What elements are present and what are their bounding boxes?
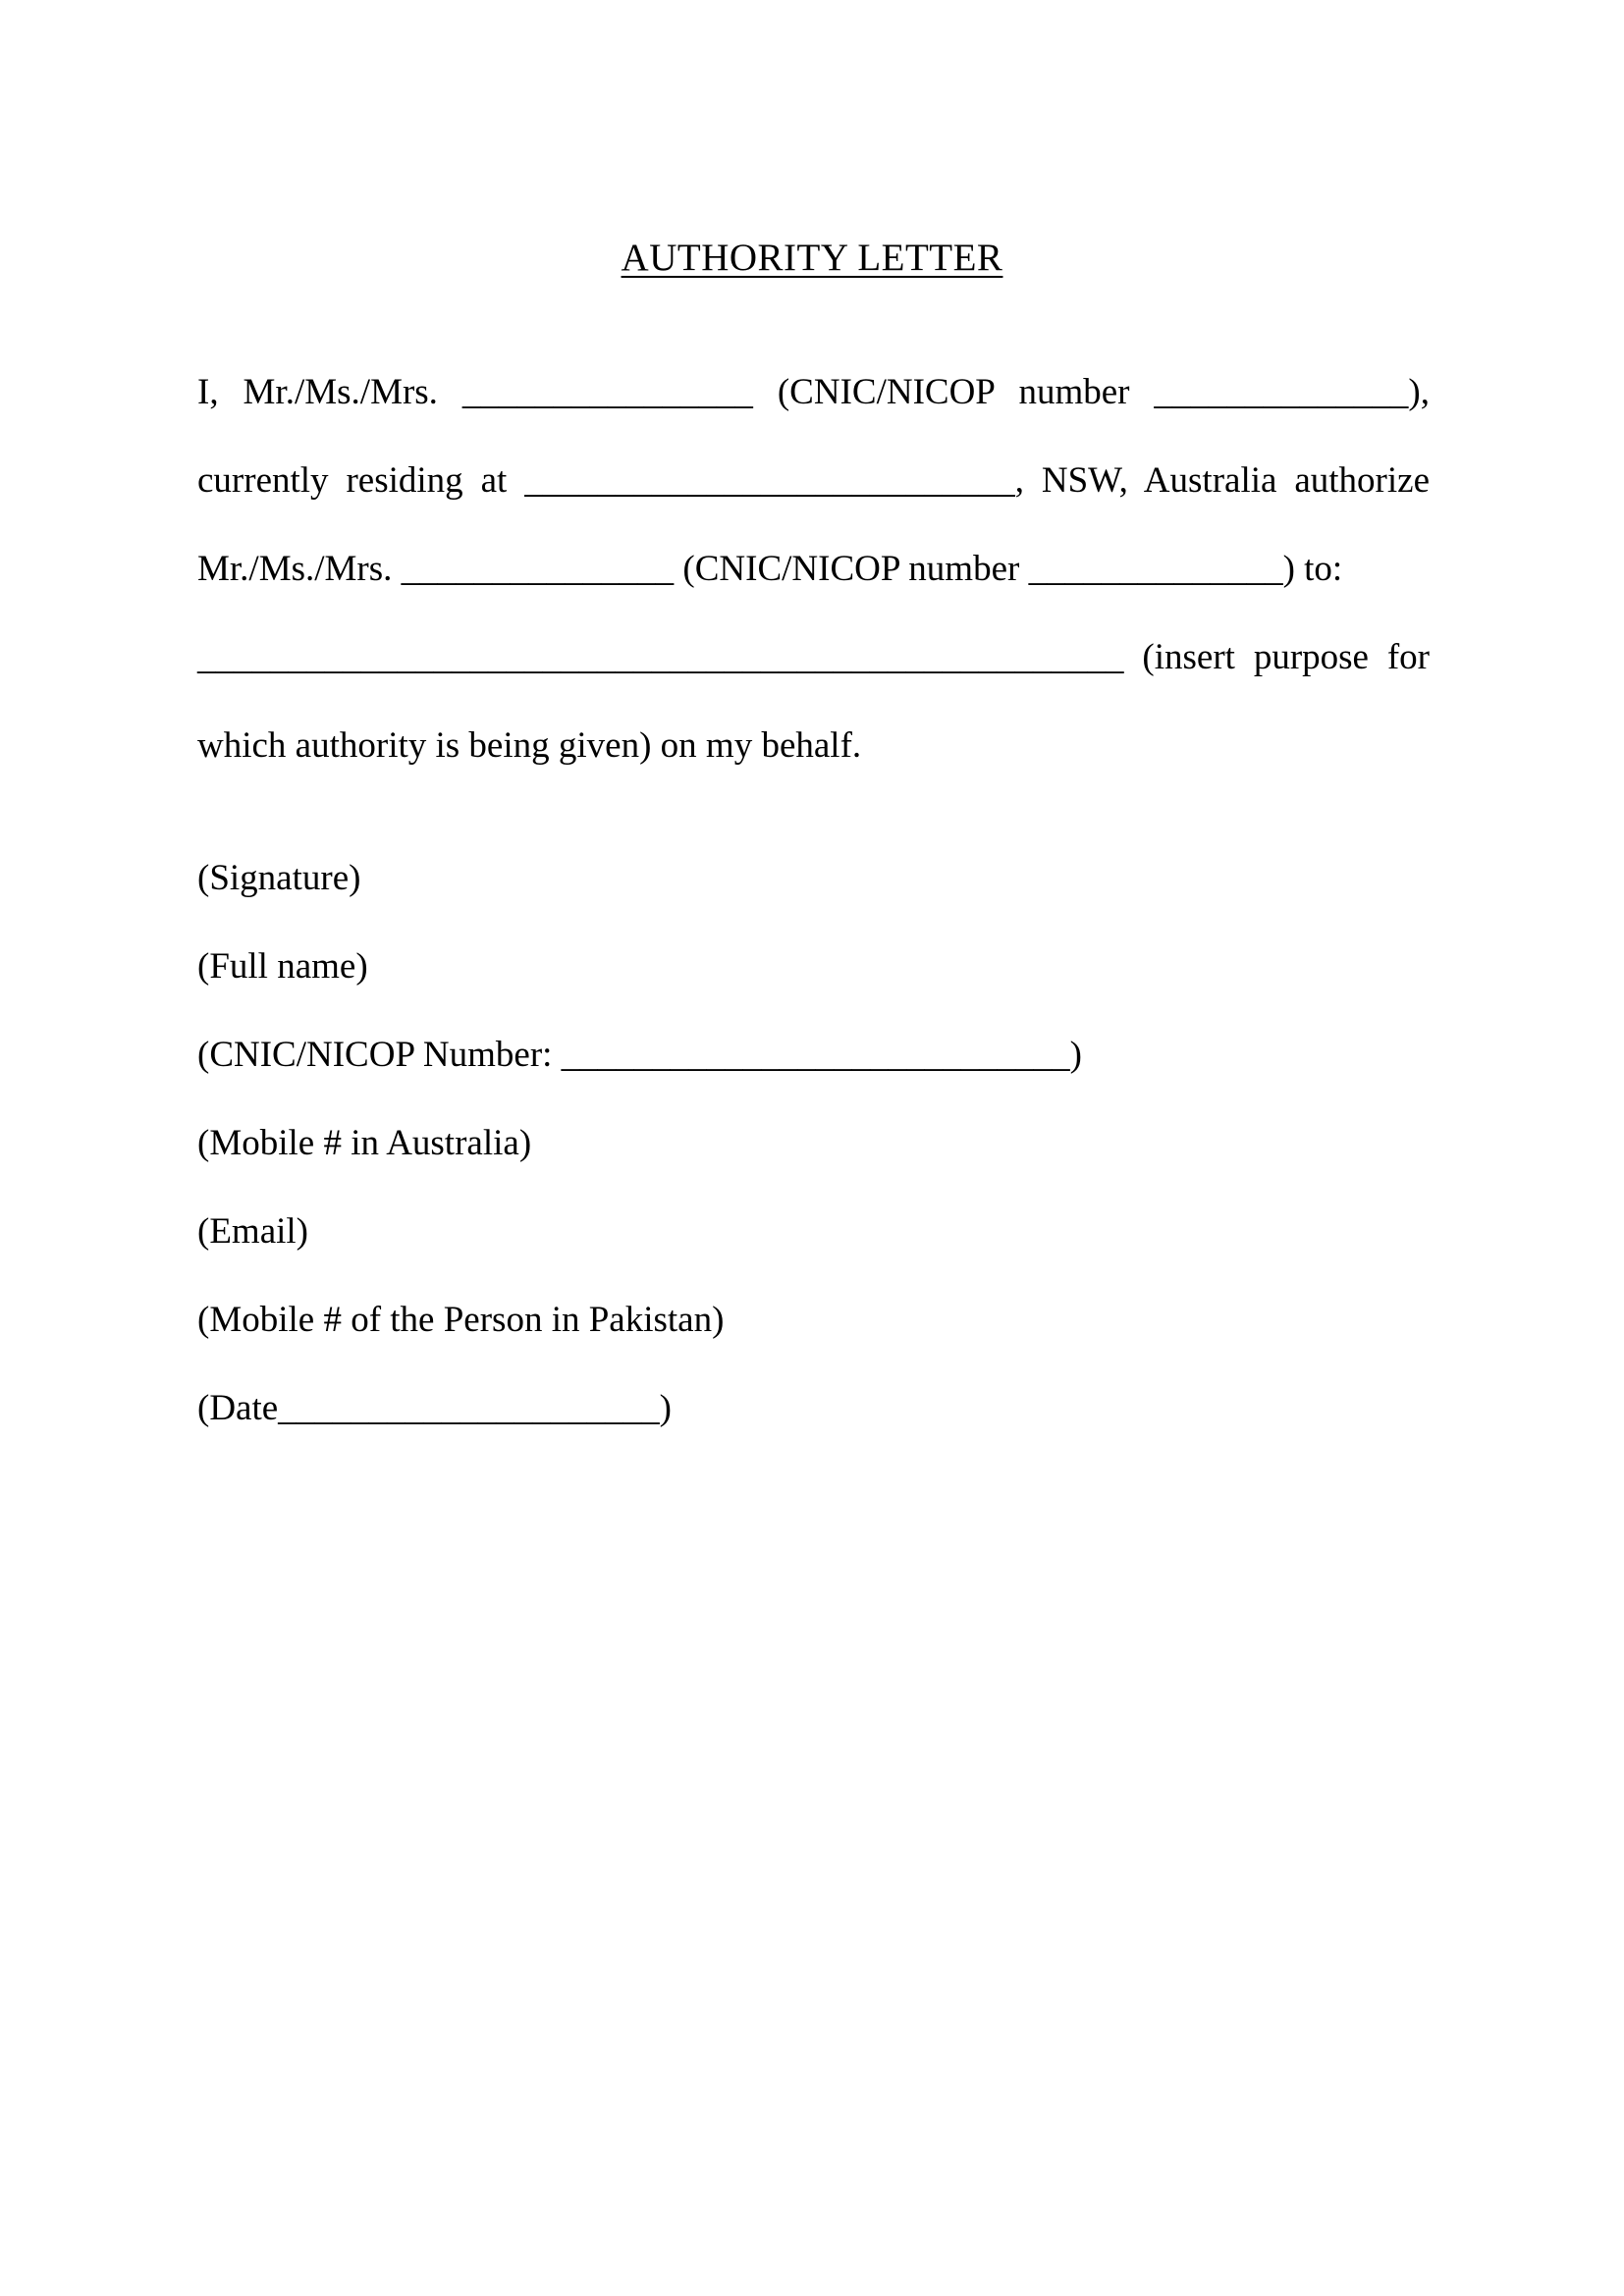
body-line-4: ___________________________________________________ (insert purpose for: [197, 637, 1430, 677]
body-line-2: currently residing at ___________________________, NSW, Australia authorize: [197, 460, 1430, 501]
letter-title: [0, 232, 1624, 285]
date-label: (Date_____________________): [197, 1388, 672, 1428]
email-label: (Email): [197, 1211, 309, 1252]
cnic-number-label: (CNIC/NICOP Number: ____________________________): [197, 1035, 1082, 1075]
mobile-australia-label: (Mobile # in Australia): [197, 1123, 532, 1163]
body-line-3: Mr./Ms./Mrs. _______________ (CNIC/NICOP number ______________) to:: [197, 549, 1343, 589]
body-line-5: which authority is being given) on my behalf.: [197, 725, 862, 766]
mobile-pakistan-label: (Mobile # of the Person in Pakistan): [197, 1300, 725, 1340]
signature-label: (Signature): [197, 858, 361, 898]
letter-title-text: AUTHORITY LETTER: [621, 237, 1003, 279]
full-name-label: (Full name): [197, 946, 368, 987]
body-line-1: I, Mr./Ms./Mrs. ________________ (CNIC/NICOP number ______________),: [197, 372, 1430, 412]
